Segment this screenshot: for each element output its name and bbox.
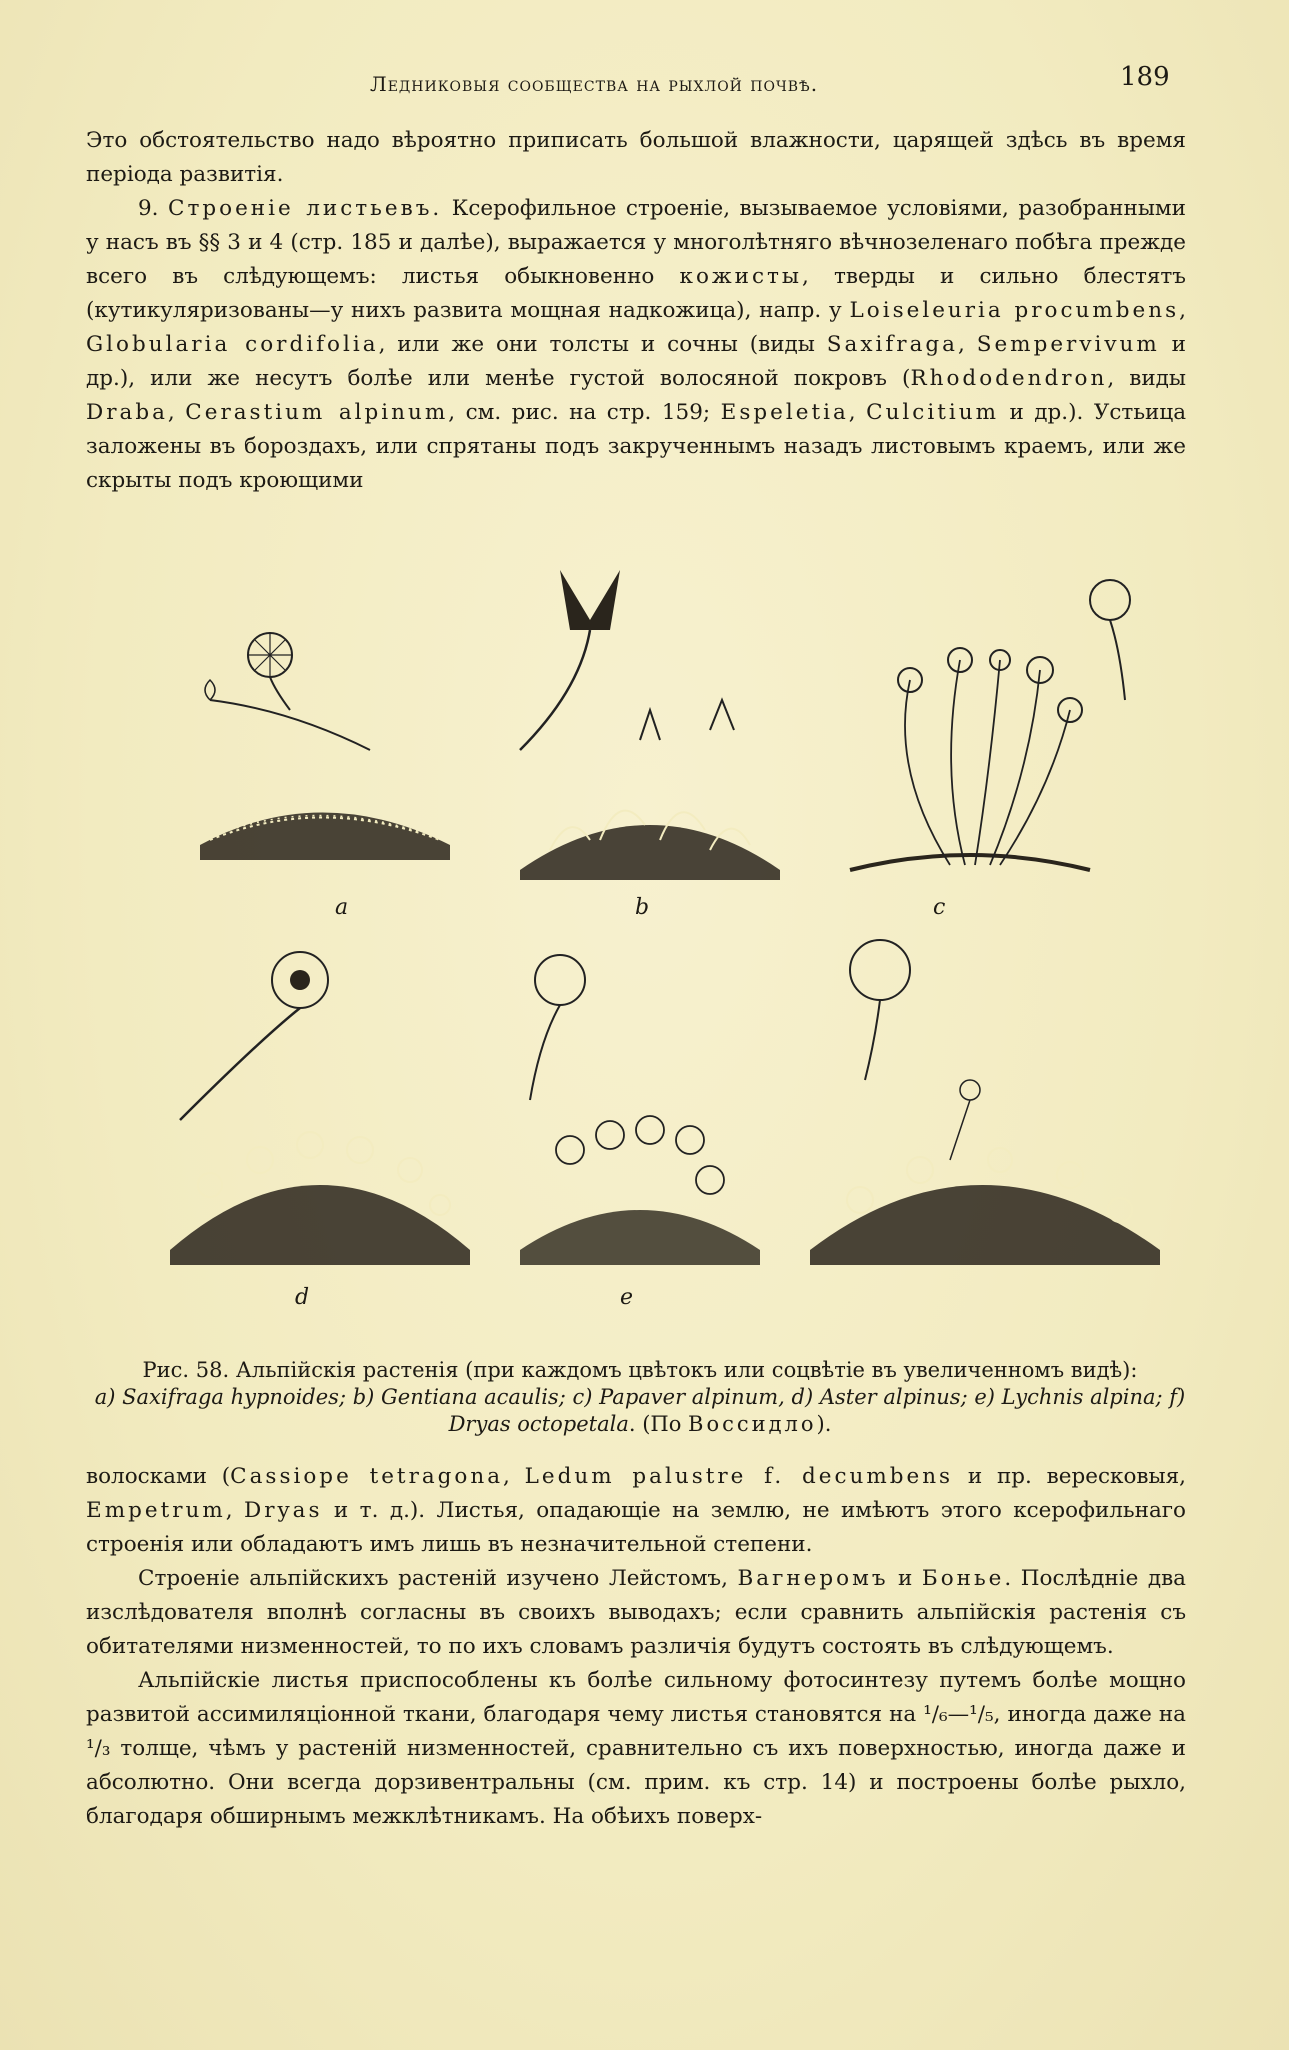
lychnis-drawing: [500, 950, 780, 1280]
fig-label-d: d: [295, 1285, 310, 1310]
species-name: Saxifraga: [826, 332, 958, 357]
caption-marker: ; e): [960, 1385, 995, 1409]
author-name: Вагнеромъ: [737, 1566, 889, 1591]
text-run: , тверды и сильно блестятъ (кутикуляризованы—у нихъ развита мощная надкожица), напр. у: [86, 264, 1186, 323]
plate-d-illustration: [150, 940, 480, 1280]
plate-f-illustration: [800, 930, 1170, 1280]
plate-b-illustration: [500, 550, 800, 900]
paragraph-4: [86, 1562, 1186, 1664]
plate-e-illustration: [500, 950, 780, 1280]
text-run: и: [888, 1566, 922, 1591]
text-run: и др.), или же несутъ болѣе или менѣе густой волосяной покровъ (: [86, 332, 1186, 391]
author-name: Бонье: [921, 1566, 1005, 1591]
fig-label-c: c: [933, 895, 946, 920]
paragraph-1: Это обстоятельство надо вѣроятно приписать большой влажности, царящей здѣсь въ время періода развитія.: [86, 128, 1186, 187]
page-number: 189: [1120, 62, 1170, 92]
caption-source-name: Воссидло: [688, 1412, 817, 1436]
species-name: Loiseleuria procumbens: [849, 298, 1180, 323]
top-text-block: [86, 124, 1186, 498]
fig-label-e: e: [620, 1285, 634, 1310]
caption-main: Рис. 58. Альпійскія растенія (при каждомъ цвѣтокъ или соцвѣтіе въ увеличенномъ видѣ):: [142, 1358, 1138, 1382]
species-name: Dryas: [244, 1498, 323, 1523]
fig-label-b: b: [635, 895, 650, 920]
caption-species: Aster alpinus: [819, 1385, 961, 1409]
text-run: и др.). Устьица заложены въ бороздахъ, или спрятаны подъ закрученнымъ назадъ листовымъ краемъ, или же скрыты подъ кроющими: [86, 400, 1187, 493]
spaced-word: кожисты: [679, 264, 803, 289]
species-name: Globularia cordifolia: [86, 332, 379, 357]
caption-source: . (По: [628, 1412, 689, 1436]
caption-marker: ; f): [1155, 1385, 1186, 1409]
caption-species: Lychnis alpina: [1001, 1385, 1156, 1409]
figure-58: [130, 550, 1170, 1310]
caption-species: Saxifraga hypnoides: [122, 1385, 339, 1409]
fraction: ¹/₆—¹/₅: [923, 1702, 994, 1727]
text-run: ,: [503, 1464, 525, 1489]
species-name: Rhododendron: [910, 366, 1108, 391]
text-run: толще, чѣмъ у растеній низменностей, сравнительно съ ихъ поверхностью, иногда даже и абсолютно. Они всегда дорзивентральны (см. прим. къ стр. 14) и построены болѣе рыхло, благодаря обширнымъ межклѣтникамъ. На обѣихъ поверх-: [86, 1736, 1186, 1829]
aster-drawing: [150, 940, 480, 1280]
paragraph-5: [86, 1664, 1186, 1834]
text-run: ,: [1179, 298, 1186, 323]
plate-a-illustration: [170, 600, 470, 900]
text-run: , см. рис. на стр. 159;: [448, 400, 721, 425]
species-name: Ledum palustre f. decumbens: [524, 1464, 954, 1489]
species-name: Cerastium alpinum: [185, 400, 449, 425]
plate-c-illustration: [830, 570, 1150, 900]
section-heading: Строеніе листьевъ.: [168, 196, 443, 221]
text-run: Строеніе альпійскихъ растеній изучено Лейстомъ,: [138, 1566, 738, 1591]
dryas-drawing: [800, 930, 1170, 1280]
caption-marker: a): [94, 1385, 116, 1409]
page-header: [0, 62, 1289, 102]
text-run: , иногда даже на: [993, 1702, 1187, 1727]
species-name: Cassiope tetragona: [230, 1464, 504, 1489]
species-name: Culcitium: [866, 400, 999, 425]
caption-species: Dryas octopetala: [448, 1412, 629, 1436]
caption-species: Gentiana acaulis: [381, 1385, 559, 1409]
figure-caption: [80, 1357, 1200, 1438]
text-run: волосками (: [86, 1464, 231, 1489]
caption-species: Papaver alpinum: [599, 1385, 779, 1409]
text-run: ,: [957, 332, 977, 357]
paragraph-3: [86, 1460, 1186, 1562]
text-run: Альпійскіе листья приспособлены къ болѣе сильному фотосинтезу путемъ болѣе мощно развитой ассимиляціонной ткани, благодаря чему листья становятся на: [86, 1668, 1186, 1727]
fig-label-a: a: [335, 895, 349, 920]
text-run: , или же они толсты и сочны (виды: [378, 332, 827, 357]
bottom-text-block: [86, 1460, 1186, 1834]
species-name: Empetrum: [86, 1498, 226, 1523]
text-run: Ксерофильное строеніе, вызываемое условіями, разобранными у насъ въ §§ 3 и 4 (стр. 185 и далѣе), выражается у многолѣтняго вѣчнозеленаго побѣга прежде всего въ слѣдующемъ: листья обыкновенно: [86, 196, 1186, 289]
text-run: и т. д.). Листья, опадающіе на землю, не имѣютъ этого ксерофильнаго строенія или обладаютъ имъ лишь въ незначительной степени.: [86, 1498, 1186, 1557]
text-run: и пр. вересковыя,: [953, 1464, 1186, 1489]
caption-marker: ; b): [338, 1385, 375, 1409]
species-name: Sempervivum: [976, 332, 1160, 357]
saxifraga-drawing: [170, 600, 470, 900]
text-run: ,: [167, 400, 186, 425]
fraction: ¹/₃: [86, 1736, 111, 1761]
caption-marker: , d): [778, 1385, 814, 1409]
papaver-drawing: [830, 570, 1150, 900]
species-name: Draba: [86, 400, 168, 425]
section-number: 9.: [138, 196, 159, 221]
text-run: , виды: [1107, 366, 1186, 391]
text-run: ,: [225, 1498, 244, 1523]
caption-source: ).: [816, 1412, 832, 1436]
gentiana-drawing: [500, 550, 800, 900]
running-title: Ледниковыя сообщества на рыхлой почвѣ.: [370, 72, 819, 96]
caption-marker: ; c): [558, 1385, 593, 1409]
text-run: . Послѣдніе два изслѣдователя вполнѣ согласны въ своихъ выводахъ; если сравнить альпійскія растенія съ обитателями низменностей, то по ихъ словамъ различія будутъ состоять въ слѣдующемъ.: [86, 1566, 1186, 1659]
species-name: Espeletia: [720, 400, 849, 425]
text-run: ,: [848, 400, 867, 425]
paragraph-2: [86, 192, 1186, 498]
